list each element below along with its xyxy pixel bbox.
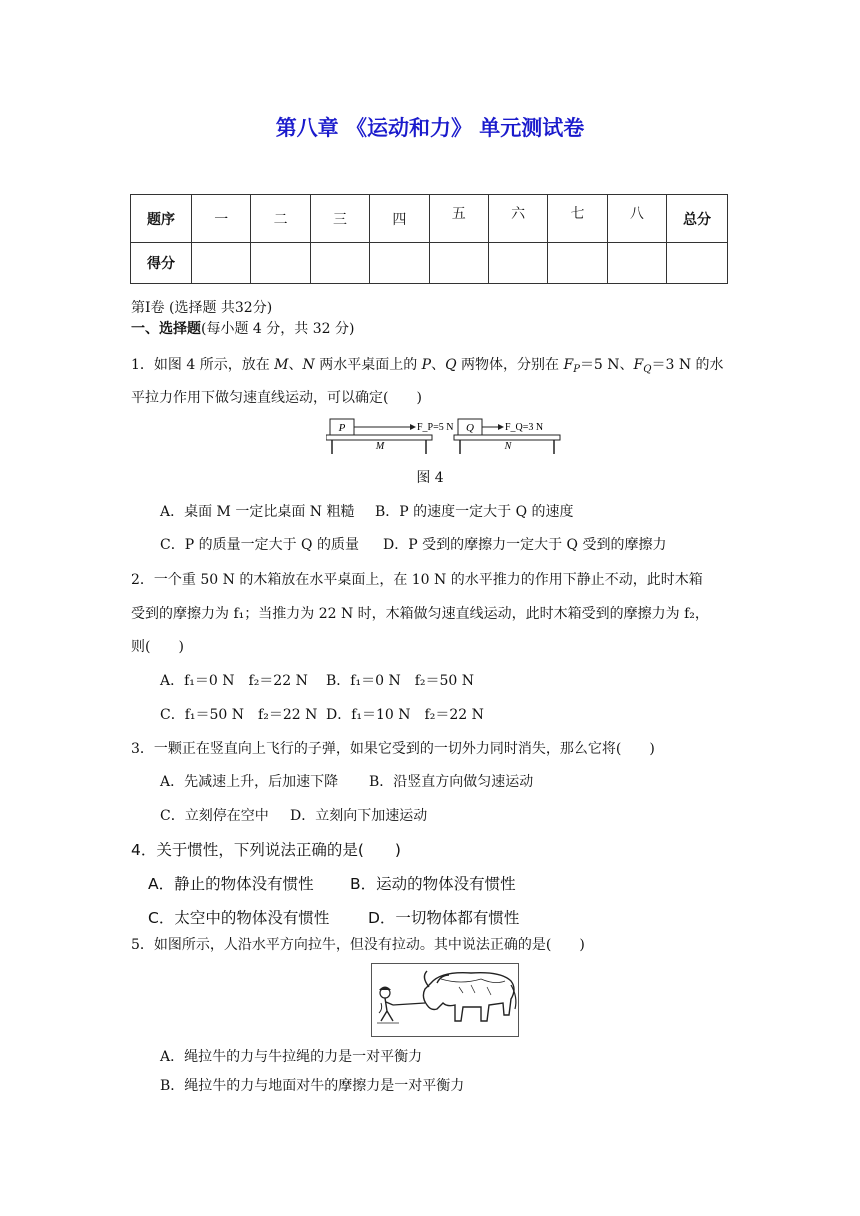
q2-line3: 则( ) <box>131 639 184 655</box>
score-table-header-row <box>131 195 728 243</box>
score-col-7: 七 <box>548 195 607 243</box>
q2-option-c[interactable]: C．f₁＝50 N f₂＝22 N <box>160 707 318 723</box>
q1-var-p: P <box>421 357 432 373</box>
page-title: 第八章 《运动和力》 单元测试卷 <box>275 116 585 140</box>
q1-var-fq: F <box>633 357 644 373</box>
q1-var-fp-sub: P <box>573 364 580 375</box>
q1-text: ＝3 N 的水 <box>651 357 724 373</box>
q2-line1: 2．一个重 50 N 的木箱放在水平桌面上，在 10 N 的水平推力的作用下静止不动，此时木箱 <box>131 572 703 588</box>
q4-line1: 4．关于惯性，下列说法正确的是( ) <box>131 841 401 859</box>
q1-var-fp: F <box>563 357 574 373</box>
q5-figure-man-pulling-ox <box>371 963 519 1037</box>
q1-text: 、 <box>431 357 446 373</box>
q4-option-b[interactable]: B．运动的物体没有惯性 <box>350 875 516 893</box>
score-cell[interactable] <box>251 243 310 284</box>
q3-option-a[interactable]: A．先减速上升，后加速下降 <box>160 774 339 790</box>
score-col-8: 八 <box>607 195 666 243</box>
q1-text: 两水平桌面上的 <box>314 357 422 373</box>
q2-option-b[interactable]: B．f₁＝0 N f₂＝50 N <box>326 673 474 689</box>
q1-option-c[interactable]: C．P 的质量一定大于 Q 的质量 <box>160 537 359 553</box>
q1-var-fq-sub: Q <box>643 364 652 375</box>
q3-option-d[interactable]: D．立刻向下加速运动 <box>290 808 428 824</box>
score-table-total-label: 总分 <box>667 195 728 243</box>
score-cell[interactable] <box>429 243 488 284</box>
q1-fig-left-table: M <box>375 441 385 452</box>
section-heading <box>131 319 354 339</box>
q4-option-a[interactable]: A．静止的物体没有惯性 <box>148 875 314 893</box>
q1-var-q: Q <box>445 357 457 373</box>
score-col-4: 四 <box>370 195 429 243</box>
q1-text: 1．如图 4 所示，放在 <box>131 357 275 373</box>
score-table <box>130 194 728 284</box>
score-col-2: 二 <box>251 195 310 243</box>
q2-option-d[interactable]: D．f₁＝10 N f₂＝22 N <box>326 707 484 723</box>
q1-option-d[interactable]: D．P 受到的摩擦力一定大于 Q 受到的摩擦力 <box>383 537 667 553</box>
score-col-3: 三 <box>310 195 369 243</box>
score-cell[interactable] <box>667 243 728 284</box>
score-table-score-label: 得分 <box>131 243 192 284</box>
q1-var-m: M <box>274 357 289 373</box>
q1-fig-right-force: F_Q=3 N <box>505 422 544 433</box>
q5-option-a[interactable]: A．绳拉牛的力与牛拉绳的力是一对平衡力 <box>160 1049 423 1065</box>
q4-option-d[interactable]: D．一切物体都有惯性 <box>368 909 520 927</box>
score-cell[interactable] <box>548 243 607 284</box>
q1-var-n: N <box>302 357 315 373</box>
score-table-header-label: 题序 <box>131 195 192 243</box>
q3-option-b[interactable]: B．沿竖直方向做匀速运动 <box>369 774 534 790</box>
q3-option-c[interactable]: C．立刻停在空中 <box>160 808 269 824</box>
q1-figure-caption: 图 4 <box>416 470 444 486</box>
q1-option-b[interactable]: B．P 的速度一定大于 Q 的速度 <box>375 504 574 520</box>
section-heading-title: 一、选择题 <box>131 321 201 337</box>
q5-option-b[interactable]: B．绳拉牛的力与地面对牛的摩擦力是一对平衡力 <box>160 1078 465 1094</box>
q4-option-c[interactable]: C．太空中的物体没有惯性 <box>148 909 330 927</box>
score-cell[interactable] <box>488 243 547 284</box>
volume-label: 第Ⅰ卷 (选择题 共32分) <box>131 300 273 316</box>
q1-option-a[interactable]: A．桌面 M 一定比桌面 N 粗糙 <box>160 504 355 520</box>
score-cell[interactable] <box>192 243 251 284</box>
section-heading-note: (每小题 4 分，共 32 分) <box>201 321 355 337</box>
q1-fig-right-table: N <box>504 441 512 452</box>
score-col-5: 五 <box>429 195 488 243</box>
q3-line1: 3．一颗正在竖直向上飞行的子弹，如果它受到的一切外力同时消失，那么它将( ) <box>131 741 655 757</box>
q1-text: 两物体，分别在 <box>456 357 564 373</box>
score-col-1: 一 <box>192 195 251 243</box>
q2-option-a[interactable]: A．f₁＝0 N f₂＝22 N <box>160 673 308 689</box>
q1-line1 <box>131 355 724 375</box>
q1-figure <box>326 416 564 460</box>
q2-line2: 受到的摩擦力为 f₁；当推力为 22 N 时，木箱做匀速直线运动，此时木箱受到的摩擦力为 f₂， <box>131 606 709 622</box>
q1-text: ＝5 N、 <box>579 357 634 373</box>
q1-fig-right-block: Q <box>466 422 474 434</box>
score-table-score-row <box>131 243 728 284</box>
q1-fig-left-block: P <box>338 422 346 434</box>
score-cell[interactable] <box>370 243 429 284</box>
score-col-6: 六 <box>488 195 547 243</box>
q1-line2: 平拉力作用下做匀速直线运动，可以确定( ) <box>131 390 422 406</box>
score-cell[interactable] <box>310 243 369 284</box>
score-cell[interactable] <box>607 243 666 284</box>
q1-fig-left-force: F_P=5 N <box>417 422 454 433</box>
q5-line1: 5．如图所示，人沿水平方向拉牛，但没有拉动。其中说法正确的是( ) <box>131 937 585 953</box>
q1-text: 、 <box>288 357 303 373</box>
